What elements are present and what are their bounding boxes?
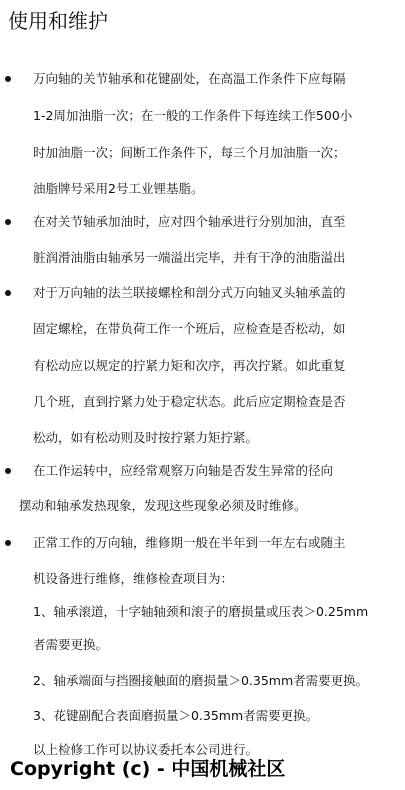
- bullet-dot-icon: [5, 219, 11, 225]
- list-item-line: 在工作运转中，应经常观察万向轴是否发生异常的径向: [33, 463, 334, 478]
- list-item-line: 松动，如有松动则及时按拧紧力矩拧紧。: [33, 430, 259, 445]
- list-item-line: 万向轴的关节轴承和花键副处，在高温工作条件下应每隔: [33, 71, 346, 86]
- list-item-line: 1、轴承滚道，十字轴轴颈和滚子的磨损量或压表＞0.25mm: [33, 604, 369, 619]
- bullet-dot-icon: [5, 290, 11, 296]
- list-item-line: 对于万向轴的法兰联接螺栓和剖分式万向轴叉头轴承盖的: [33, 285, 346, 300]
- list-item-line: 固定螺栓，在带负荷工作一个班后，应检查是否松动，如: [33, 321, 346, 336]
- list-item-line: 正常工作的万向轴，维修期一般在半年到一年左右或随主: [33, 535, 346, 550]
- list-item-line: 者需要更换。: [33, 637, 109, 652]
- list-item-line: 以上检修工作可以协议委托本公司进行。: [33, 742, 259, 757]
- list-item-line: 1-2周加油脂一次；在一般的工作条件下每连续工作500小: [33, 108, 353, 123]
- list-item-line: 有松动应以规定的拧紧力矩和次序，再次拧紧。如此重复: [33, 358, 346, 373]
- bullet-dot-icon: [5, 76, 11, 82]
- list-item-line: 摆动和轴承发热现象，发现这些现象必须及时维修。: [19, 498, 307, 513]
- list-item-line: 脏润滑油脂由轴承另一端溢出完毕，并有干净的油脂溢出: [33, 250, 346, 265]
- list-item-line: 几个班，直到拧紧力处于稳定状态。此后应定期检查是否: [33, 394, 346, 409]
- list-item-line: 3、花键副配合表面磨损量＞0.35mm者需要更换。: [33, 708, 319, 723]
- list-item-line: 时加油脂一次；间断工作条件下，每三个月加油脂一次；: [33, 145, 346, 160]
- bullet-dot-icon: [5, 468, 11, 474]
- list-item-line: 机设备进行维修，维修检查项目为：: [33, 571, 234, 586]
- list-item-line: 油脂牌号采用2号工业锂基脂。: [33, 181, 204, 196]
- copyright-watermark: Copyright (c) - 中国机械社区: [10, 758, 286, 780]
- list-item-line: 2、轴承端面与挡圈接触面的磨损量＞0.35mm者需要更换。: [33, 673, 369, 688]
- page-title: 使用和维护: [8, 9, 108, 33]
- bullet-dot-icon: [5, 540, 11, 546]
- list-item-line: 在对关节轴承加油时，应对四个轴承进行分别加油，直至: [33, 214, 346, 229]
